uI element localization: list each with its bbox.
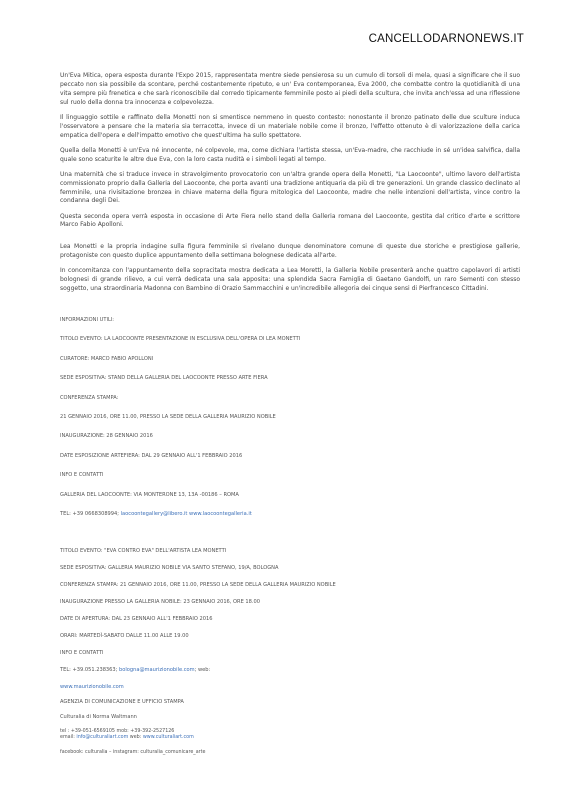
email-link[interactable]: info@culturaliart.com — [76, 734, 129, 740]
agency-tel: tel : +39-051-6569105 mob: +39-392-2527126 — [60, 729, 175, 735]
info-tel: TEL: +39 0668308994; — [60, 510, 121, 517]
paragraph: Quella della Monetti è un'Eva né innocente, né colpevole, ma, come dichiara l'artista stessa, un'Eva-madre, che racchiude in sé un'idea salvifica, dalla quale sono scaturite le altre due Eva, con la loro casta nudità e i simboli legati al tempo. — [60, 146, 520, 163]
email-link[interactable]: laocoontegallery@libero.it — [120, 510, 188, 517]
website-link[interactable]: www.maurizionobile.com — [60, 684, 124, 691]
info-opening: INAUGURAZIONE PRESSO LA GALLERIA NOBILE: 23 GENNAIO 2016, ORE 18.00 — [60, 599, 261, 606]
info-title: TITOLO EVENTO: "EVA CONTRO EVA" DELL'ARTISTA LEA MONETTI — [60, 548, 227, 555]
paragraph: Una maternità che si traduce invece in stravolgimento provocatorio con un'altra grande opera della Monetti, "La Laocoonte", ultimo lavoro dell'artista commissionato proprio dalla Galleria del Laocoonte, che porta avanti una tradizione antiquaria da più di tre generazioni. Un grande classico declinato al femminile, una rivisitazione bronzea in chiave materna della figura mitologica del Laocoonte, madre che nelle intenzioni dell'artista, vince contro la condanna degli Dei. — [60, 170, 520, 205]
info-contacts: INFO E CONTATTI — [60, 472, 104, 479]
info-venue: SEDE ESPOSITIVA: GALLERIA MAURIZIO NOBILE VIA SANTO STEFANO, 19/A, BOLOGNA — [60, 565, 279, 572]
paragraph: Lea Monetti e la propria indagine sulla figura femminile si rivelano dunque denominatore comune di queste due storiche e prestigiose gallerie, protagoniste con questo duplice appuntamento della settimana bolognese dedicata all'arte. — [60, 243, 520, 260]
info-opening: INAUGURAZIONE: 28 GENNAIO 2016 — [60, 433, 153, 440]
info-curator: CURATORE: MARCO FABIO APOLLONI — [60, 355, 154, 362]
info-web-line — [60, 684, 520, 690]
web-label: web: — [128, 734, 143, 740]
info-heading: INFORMAZIONI UTILI: — [60, 317, 115, 324]
website-link[interactable]: www.laocoontegalleria.it — [187, 510, 252, 517]
info-section-eva — [60, 548, 520, 690]
agency-social: facebook: culturalia – instagram: culturalia_comunicare_arte — [60, 749, 206, 755]
info-press: 21 GENNAIO 2016, ORE 11.00, PRESSO LA SEDE DELLA GALLERIA MAURIZIO NOBILE — [60, 414, 276, 421]
info-press: CONFERENZA STAMPA: 21 GENNAIO 2016, ORE 11.00, PRESSO LA SEDE DELLA GALLERIA MAURIZIO NOBILE — [60, 582, 336, 589]
article-body — [60, 72, 520, 755]
paragraph: Il linguaggio sottile e raffinato della Monetti non si smentisce nemmeno in questo contesto: nonostante il bronzo patinato delle due sculture induca l'osservatore a pensare che la materia sia terracotta, invece di un materiale nobile come il bronzo, l'effetto ottenuto è di valorizzazione della carica empatica dell'opera e dell'impatto emotivo che quest'ultima ha sullo spettatore. — [60, 113, 520, 139]
agency-section — [60, 699, 520, 755]
info-hours: ORARI: MARTEDÌ-SABATO DALLE 11.00 ALLE 19.00 — [60, 633, 189, 640]
site-header: CANCELLODARNONEWS.IT — [368, 33, 524, 45]
info-contact-line — [60, 667, 520, 673]
agency-name: Culturalia di Norma Waltmann — [60, 714, 137, 721]
info-gallery-address: GALLERIA DEL LAOCOONTE: VIA MONTERONE 13, 13A -00186 – ROMA — [60, 491, 239, 498]
email-label: email: — [60, 734, 77, 740]
info-press-label: CONFERENZA STAMPA: — [60, 394, 119, 401]
info-venue: SEDE ESPOSITIVA: STAND DELLA GALLERIA DEL LAOCOONTE PRESSO ARTE FIERA — [60, 375, 268, 382]
info-tel: TEL: +39.051.238363; — [60, 667, 119, 674]
info-contacts: INFO E CONTATTI — [60, 650, 104, 657]
info-title: TITOLO EVENTO: LA LAOCOONTE PRESENTAZIONE IN ESCLUSIVA DELL'OPERA DI LEA MONETTI — [60, 336, 301, 343]
agency-email-line — [60, 735, 520, 741]
info-contact-line — [60, 511, 520, 517]
paragraph: In concomitanza con l'appuntamento della sopracitata mostra dedicata a Lea Moretti, la Galleria Nobile presenterà anche quattro capolavori di artisti bolognesi di grande rilievo, a cui verrà dedicata una sala apposita: una splendida Sacra Famiglia di Gaetano Gandolfi, un raro Sementi con stesso soggetto, una straordinaria Madonna con Bambino di Orazio Sammacchini e un'incredibile allegoria dei cinque sensi di Pierfrancesco Cittadini. — [60, 267, 520, 293]
email-link[interactable]: bologna@maurizionobile.com — [119, 667, 195, 674]
web-label: ; web: — [194, 667, 211, 674]
info-dates: DATE DI APERTURA: DAL 23 GENNAIO ALL'1 FEBBRAIO 2016 — [60, 616, 213, 623]
paragraph: Un'Eva Mitica, opera esposta durante l'Expo 2015, rappresentata mentre siede pensierosa su un cumulo di torsoli di mela, quasi a significare che il suo peccato non sia possibile da scontare, perché costantemente ripetuto, e un' Eva contemporanea, Eva 2000, che combatte contro la quotidianità di una vita sempre più frenetica e che sarà riconoscibile dal corredo tipicamente femminile posto ai piedi della scultura, che invita anch'essa ad una riflessione sul ruolo della donna tra innocenza e colpevolezza. — [60, 72, 520, 106]
agency-heading: AGENZIA DI COMUNICAZIONE E UFFICIO STAMPA — [60, 699, 184, 706]
info-section-laocoonte — [60, 317, 520, 517]
paragraph: Questa seconda opera verrà esposta in occasione di Arte Fiera nello stand della Galleria romana del Laocoonte, gestita dal critico d'arte e scrittore Marco Fabio Apolloni. — [60, 212, 520, 229]
info-dates: DATE ESPOSIZIONE ARTEFIERA: DAL 29 GENNAIO ALL'1 FEBBRAIO 2016 — [60, 452, 243, 459]
website-link[interactable]: www.culturaliart.com — [142, 734, 194, 740]
